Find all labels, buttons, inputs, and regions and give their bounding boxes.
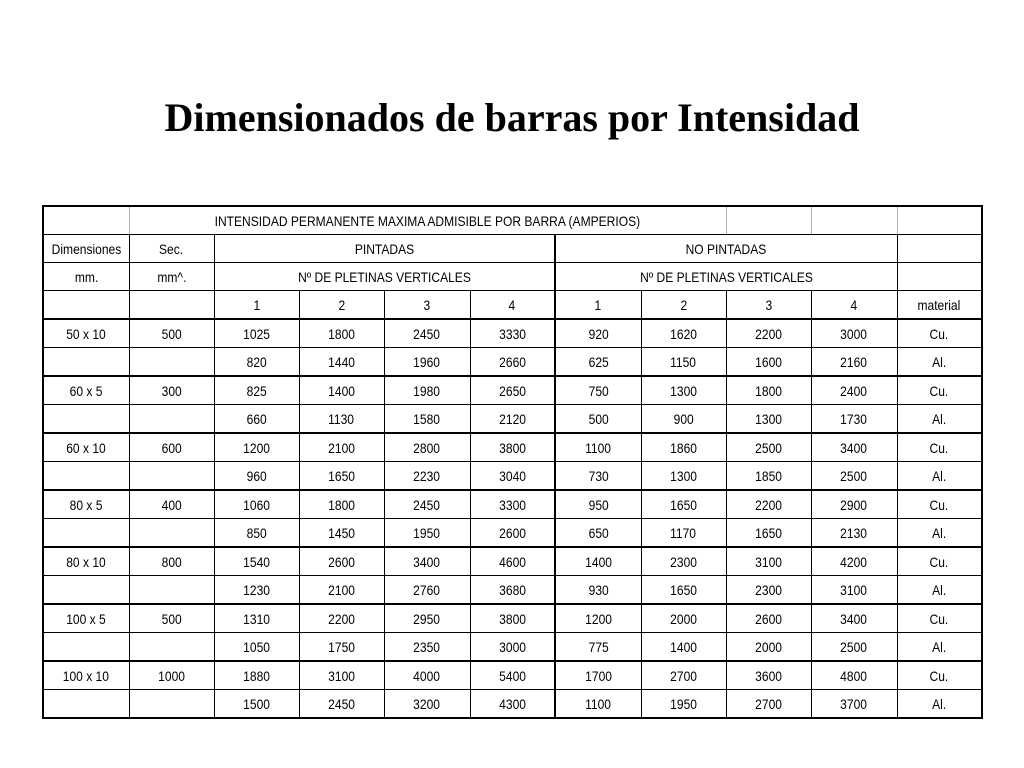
dimension-cell [43,633,129,662]
value-cell: 1620 [641,319,726,348]
column-number-header: 3 [384,291,470,320]
value-cell: 2100 [299,576,384,605]
material-header: material [897,291,982,320]
value-cell: 1230 [214,576,299,605]
column-number-header: 1 [214,291,299,320]
value-cell: 1800 [299,319,384,348]
pintadas-header: PINTADAS [214,235,555,263]
value-cell: 2000 [641,604,726,633]
value-cell: 500 [555,405,641,434]
material-cell: Al. [897,633,982,662]
value-cell: 4800 [811,661,897,690]
value-cell: 2660 [470,348,555,377]
value-cell: 3400 [811,604,897,633]
section-cell [129,576,214,605]
value-cell: 3300 [470,490,555,519]
dimension-cell: 60 x 10 [43,433,129,462]
value-cell: 1960 [384,348,470,377]
header-row-units [43,263,982,291]
column-number-header: 3 [726,291,811,320]
value-cell: 3100 [811,576,897,605]
material-cell: Cu. [897,547,982,576]
dimension-cell: 100 x 10 [43,661,129,690]
value-cell: 4300 [470,690,555,719]
value-cell: 3100 [726,547,811,576]
value-cell: 825 [214,376,299,405]
value-cell: 2160 [811,348,897,377]
value-cell: 1300 [641,462,726,491]
empty-header-cell [897,206,982,235]
section-cell: 500 [129,319,214,348]
empty-header-cell [43,291,129,320]
material-cell: Cu. [897,376,982,405]
section-cell [129,462,214,491]
intensity-table [42,205,983,719]
value-cell: 750 [555,376,641,405]
value-cell: 2100 [299,433,384,462]
material-cell: Cu. [897,433,982,462]
intensity-header: INTENSIDAD PERMANENTE MAXIMA ADMISIBLE POR BARRA (AMPERIOS) [129,206,726,235]
section-cell: 600 [129,433,214,462]
section-cell [129,690,214,719]
value-cell: 2400 [811,376,897,405]
value-cell: 1580 [384,405,470,434]
section-cell [129,633,214,662]
empty-header-cell [129,291,214,320]
material-cell: Cu. [897,490,982,519]
no-pintadas-header: NO PINTADAS [555,235,897,263]
table-row [43,576,982,605]
table-row [43,547,982,576]
value-cell: 3000 [470,633,555,662]
value-cell: 1800 [726,376,811,405]
table-row [43,661,982,690]
empty-header-cell [43,206,129,235]
sec-header: Sec. [129,235,214,263]
value-cell: 1300 [726,405,811,434]
value-cell: 1800 [299,490,384,519]
value-cell: 3680 [470,576,555,605]
value-cell: 1880 [214,661,299,690]
value-cell: 3700 [811,690,897,719]
column-number-header: 1 [555,291,641,320]
value-cell: 3400 [384,547,470,576]
value-cell: 3100 [299,661,384,690]
dimension-cell [43,576,129,605]
value-cell: 1130 [299,405,384,434]
value-cell: 1400 [555,547,641,576]
section-cell [129,405,214,434]
value-cell: 1980 [384,376,470,405]
value-cell: 1540 [214,547,299,576]
table-row [43,319,982,348]
value-cell: 1400 [641,633,726,662]
empty-header-cell [897,235,982,263]
value-cell: 4000 [384,661,470,690]
value-cell: 775 [555,633,641,662]
table-row [43,690,982,719]
value-cell: 2450 [384,490,470,519]
value-cell: 1860 [641,433,726,462]
value-cell: 2130 [811,519,897,548]
value-cell: 1700 [555,661,641,690]
value-cell: 2500 [811,633,897,662]
value-cell: 4600 [470,547,555,576]
value-cell: 625 [555,348,641,377]
value-cell: 950 [555,490,641,519]
material-cell: Al. [897,405,982,434]
value-cell: 1310 [214,604,299,633]
value-cell: 1650 [299,462,384,491]
value-cell: 3040 [470,462,555,491]
value-cell: 900 [641,405,726,434]
value-cell: 3800 [470,433,555,462]
section-cell: 500 [129,604,214,633]
column-number-header: 2 [299,291,384,320]
value-cell: 1170 [641,519,726,548]
value-cell: 2300 [726,576,811,605]
value-cell: 850 [214,519,299,548]
value-cell: 1200 [214,433,299,462]
value-cell: 960 [214,462,299,491]
value-cell: 2500 [726,433,811,462]
table-row [43,490,982,519]
value-cell: 2650 [470,376,555,405]
section-cell [129,519,214,548]
dimension-cell: 80 x 5 [43,490,129,519]
value-cell: 1950 [641,690,726,719]
material-cell: Al. [897,462,982,491]
value-cell: 2800 [384,433,470,462]
column-number-header: 4 [470,291,555,320]
value-cell: 2450 [299,690,384,719]
value-cell: 1100 [555,690,641,719]
header-row-numbers [43,291,982,320]
empty-header-cell [726,206,811,235]
value-cell: 650 [555,519,641,548]
dimensiones-header: Dimensiones [43,235,129,263]
value-cell: 2000 [726,633,811,662]
value-cell: 1450 [299,519,384,548]
value-cell: 2700 [641,661,726,690]
dimension-cell: 80 x 10 [43,547,129,576]
header-row-title [43,206,982,235]
value-cell: 1300 [641,376,726,405]
value-cell: 1050 [214,633,299,662]
table-row [43,604,982,633]
value-cell: 2600 [470,519,555,548]
value-cell: 1650 [726,519,811,548]
material-cell: Al. [897,348,982,377]
table-row [43,433,982,462]
value-cell: 3400 [811,433,897,462]
value-cell: 2950 [384,604,470,633]
value-cell: 3000 [811,319,897,348]
value-cell: 2900 [811,490,897,519]
value-cell: 930 [555,576,641,605]
dimension-cell [43,462,129,491]
section-cell: 800 [129,547,214,576]
value-cell: 2200 [299,604,384,633]
material-cell: Cu. [897,319,982,348]
value-cell: 2600 [299,547,384,576]
value-cell: 1950 [384,519,470,548]
value-cell: 3200 [384,690,470,719]
value-cell: 920 [555,319,641,348]
table-row [43,633,982,662]
value-cell: 1650 [641,576,726,605]
value-cell: 1650 [641,490,726,519]
value-cell: 1400 [299,376,384,405]
material-cell: Al. [897,576,982,605]
dimension-cell [43,519,129,548]
value-cell: 1440 [299,348,384,377]
table-row [43,348,982,377]
dimension-cell: 50 x 10 [43,319,129,348]
empty-header-cell [897,263,982,291]
dimensiones-unit: mm. [43,263,129,291]
value-cell: 1060 [214,490,299,519]
value-cell: 2230 [384,462,470,491]
dimension-cell [43,405,129,434]
value-cell: 820 [214,348,299,377]
value-cell: 1025 [214,319,299,348]
value-cell: 5400 [470,661,555,690]
value-cell: 2600 [726,604,811,633]
table-row [43,462,982,491]
value-cell: 3800 [470,604,555,633]
value-cell: 3600 [726,661,811,690]
material-cell: Cu. [897,604,982,633]
dimension-cell [43,348,129,377]
column-number-header: 2 [641,291,726,320]
value-cell: 2700 [726,690,811,719]
material-cell: Al. [897,690,982,719]
section-cell: 400 [129,490,214,519]
pletinas-header-pintadas: Nº DE PLETINAS VERTICALES [214,263,555,291]
value-cell: 1200 [555,604,641,633]
value-cell: 1730 [811,405,897,434]
value-cell: 2350 [384,633,470,662]
value-cell: 2200 [726,319,811,348]
material-cell: Cu. [897,661,982,690]
table-row [43,519,982,548]
value-cell: 2760 [384,576,470,605]
header-row-groups [43,235,982,263]
material-cell: Al. [897,519,982,548]
value-cell: 1600 [726,348,811,377]
value-cell: 2500 [811,462,897,491]
dimension-cell: 60 x 5 [43,376,129,405]
slide-title: Dimensionados de barras por Intensidad [164,95,860,140]
value-cell: 3330 [470,319,555,348]
value-cell: 2450 [384,319,470,348]
sec-unit: mm^. [129,263,214,291]
value-cell: 1150 [641,348,726,377]
value-cell: 1850 [726,462,811,491]
pletinas-header-no-pintadas: Nº DE PLETINAS VERTICALES [555,263,897,291]
empty-header-cell [811,206,897,235]
table-row [43,405,982,434]
value-cell: 4200 [811,547,897,576]
dimension-cell [43,690,129,719]
value-cell: 660 [214,405,299,434]
value-cell: 2200 [726,490,811,519]
column-number-header: 4 [811,291,897,320]
section-cell: 1000 [129,661,214,690]
dimension-cell: 100 x 5 [43,604,129,633]
value-cell: 1100 [555,433,641,462]
table-row [43,376,982,405]
section-cell [129,348,214,377]
value-cell: 1750 [299,633,384,662]
value-cell: 2120 [470,405,555,434]
section-cell: 300 [129,376,214,405]
value-cell: 1500 [214,690,299,719]
value-cell: 730 [555,462,641,491]
value-cell: 2300 [641,547,726,576]
